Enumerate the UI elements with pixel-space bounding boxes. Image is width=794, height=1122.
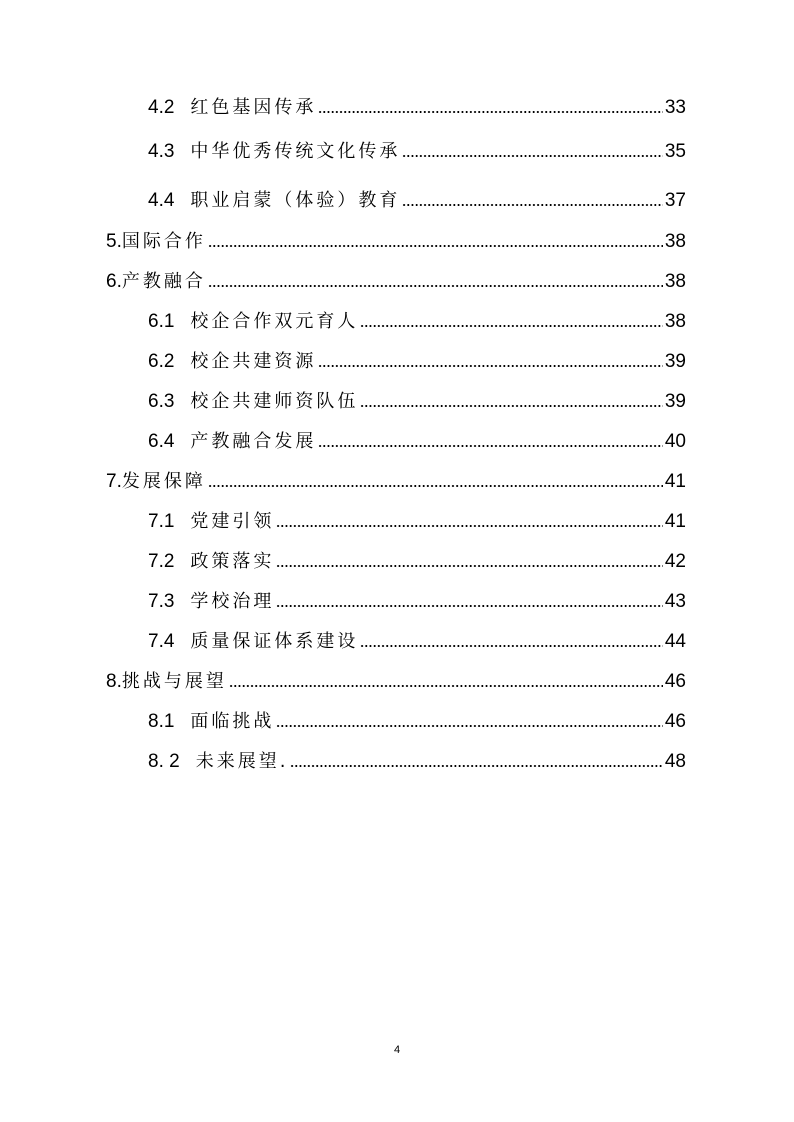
toc-entry[interactable] (106, 227, 686, 253)
toc-entry[interactable] (106, 267, 686, 293)
toc-entry-number: 7.4 (148, 631, 175, 652)
toc-entry-title: 未来展望. (195, 751, 289, 772)
toc-entry[interactable] (148, 347, 686, 373)
toc-entry-number: 6.3 (148, 391, 175, 412)
toc-entry[interactable] (148, 186, 686, 212)
toc-entry-number: 6.2 (148, 351, 175, 372)
toc-entry-title: 政策落实 (190, 551, 275, 572)
toc-entry[interactable] (148, 627, 686, 653)
toc-entry-title: 红色基因传承 (190, 97, 317, 118)
toc-entry-title: 产教融合 (121, 271, 206, 292)
toc-entry[interactable] (148, 707, 686, 733)
toc-entry[interactable] (148, 137, 686, 163)
toc-leader-dots (276, 604, 662, 608)
toc-entry-title: 面临挑战 (190, 711, 275, 732)
toc-entry-number: 7.2 (148, 551, 175, 572)
toc-entry[interactable] (148, 93, 686, 119)
toc-entry-title: 校企共建资源 (190, 351, 317, 372)
toc-entry-title: 国际合作 (121, 231, 206, 252)
toc-entry-title: 校企合作双元育人 (190, 311, 359, 332)
toc-entry[interactable] (106, 467, 686, 493)
toc-entry-number: 4.4 (148, 190, 175, 211)
toc-leader-dots (402, 154, 662, 158)
toc-entry-page: 48 (664, 751, 686, 772)
toc-leader-dots (360, 644, 662, 648)
toc-entry-page: 35 (664, 141, 686, 162)
toc-entry-page: 41 (664, 471, 686, 492)
toc-entry-page: 42 (664, 551, 686, 572)
toc-entry[interactable] (148, 427, 686, 453)
toc-leader-dots (290, 764, 662, 768)
toc-entry-page: 38 (664, 311, 686, 332)
toc-entry-title: 产教融合发展 (190, 431, 317, 452)
toc-entry-title: 职业启蒙（体验）教育 (190, 190, 401, 211)
toc-leader-dots (402, 203, 662, 207)
toc-leader-dots (318, 364, 662, 368)
toc-entry[interactable] (148, 307, 686, 333)
toc-entry-page: 38 (664, 271, 686, 292)
toc-leader-dots (318, 110, 662, 114)
toc-leader-dots (208, 284, 663, 288)
toc-entry[interactable] (148, 507, 686, 533)
toc-entry-page: 46 (664, 671, 686, 692)
toc-entry-page: 38 (664, 231, 686, 252)
toc-entry-page: 39 (664, 391, 686, 412)
toc-entry-page: 43 (664, 591, 686, 612)
toc-entry-page: 46 (664, 711, 686, 732)
toc-entry-number: 6.4 (148, 431, 175, 452)
toc-entry-title: 发展保障 (121, 471, 206, 492)
toc-entry-page: 39 (664, 351, 686, 372)
toc-entry[interactable] (148, 387, 686, 413)
toc-entry-number: 6.1 (148, 311, 175, 332)
toc-entry-number: 7.1 (148, 511, 175, 532)
toc-entry-number: 4.2 (148, 97, 175, 118)
toc-leader-dots (229, 684, 663, 688)
toc-entry-page: 41 (664, 511, 686, 532)
toc-leader-dots (208, 484, 663, 488)
toc-entry-number: 5. (106, 231, 122, 252)
toc-entry[interactable] (148, 547, 686, 573)
toc-entry-number: 8. 2 (148, 751, 180, 772)
toc-leader-dots (208, 244, 663, 248)
toc-leader-dots (360, 404, 662, 408)
toc-entry-page: 33 (664, 97, 686, 118)
toc-entry-title: 挑战与展望 (121, 671, 227, 692)
toc-leader-dots (318, 444, 662, 448)
toc-entry-number: 7. (106, 471, 122, 492)
toc-entry-number: 7.3 (148, 591, 175, 612)
toc-entry-number: 8. (106, 671, 122, 692)
toc-entry-title: 党建引领 (190, 511, 275, 532)
toc-leader-dots (360, 324, 662, 328)
toc-entry-title: 校企共建师资队伍 (190, 391, 359, 412)
toc-leader-dots (276, 524, 662, 528)
toc-leader-dots (276, 564, 662, 568)
toc-entry-page: 37 (664, 190, 686, 211)
toc-entry-number: 8.1 (148, 711, 175, 732)
toc-entry[interactable] (106, 667, 686, 693)
page-number: 4 (393, 1044, 401, 1056)
toc-entry-number: 6. (106, 271, 122, 292)
toc-entry[interactable] (148, 587, 686, 613)
toc-entry-title: 学校治理 (190, 591, 275, 612)
toc-leader-dots (276, 724, 662, 728)
toc-entry-title: 质量保证体系建设 (190, 631, 359, 652)
toc-entry-title: 中华优秀传统文化传承 (190, 141, 401, 162)
toc-entry-page: 44 (664, 631, 686, 652)
toc-entry[interactable] (148, 747, 686, 773)
toc-entry-number: 4.3 (148, 141, 175, 162)
toc-entry-page: 40 (664, 431, 686, 452)
